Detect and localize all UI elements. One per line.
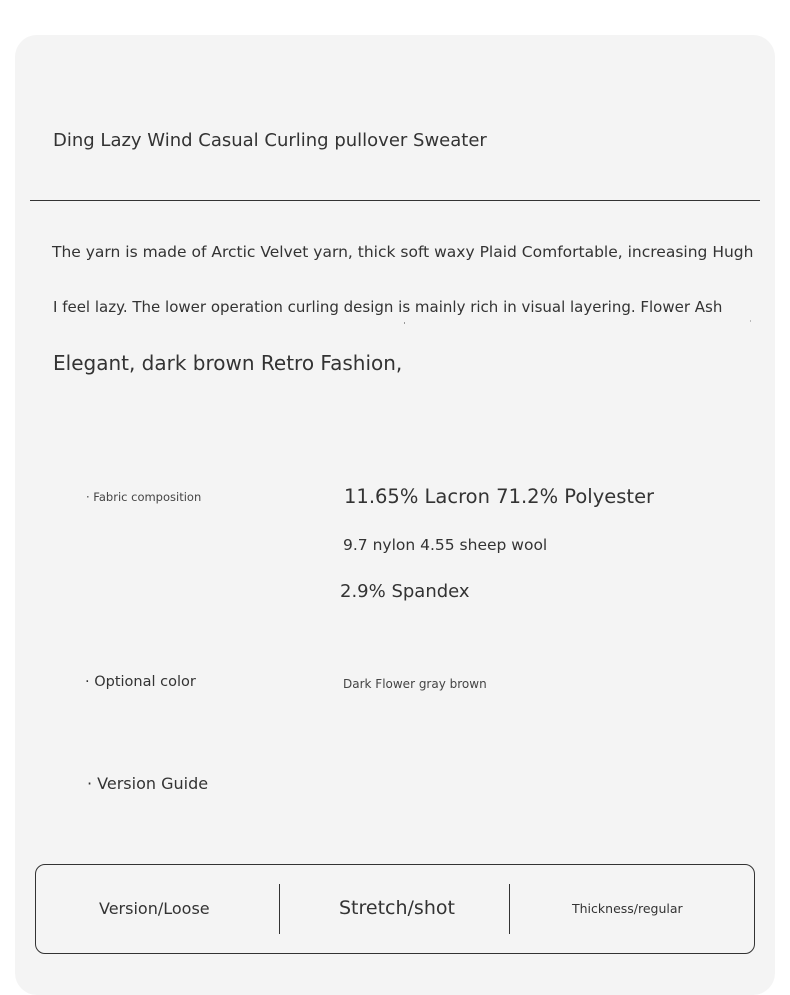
spec-version: Version/Loose <box>99 899 210 918</box>
product-tagline: Elegant, dark brown Retro Fashion, <box>53 351 403 375</box>
optional-color-value: Dark Flower gray brown <box>343 677 487 691</box>
description-line-2: I feel lazy. The lower operation curling design is mainly rich in visual layering. Flower Ash <box>53 298 723 316</box>
fabric-composition-line-1: 11.65% Lacron 71.2% Polyester <box>344 485 655 508</box>
version-guide-label: · Version Guide <box>87 774 209 793</box>
product-detail-card <box>15 35 775 995</box>
clip-artifact <box>750 320 751 322</box>
spec-separator <box>509 884 510 934</box>
fabric-composition-label: · Fabric composition <box>86 490 202 504</box>
product-title: Ding Lazy Wind Casual Curling pullover Sweater <box>53 130 487 151</box>
spec-thickness: Thickness/regular <box>572 901 683 916</box>
fabric-composition-line-2: 9.7 nylon 4.55 sheep wool <box>343 536 548 554</box>
description-clip-strip <box>30 317 760 325</box>
spec-stretch: Stretch/shot <box>339 897 455 919</box>
clip-artifact <box>404 322 405 324</box>
title-divider <box>30 200 760 201</box>
fabric-composition-line-3: 2.9% Spandex <box>340 581 470 602</box>
description-line-1: The yarn is made of Arctic Velvet yarn, thick soft waxy Plaid Comfortable, increasing Hugh <box>52 243 754 261</box>
spec-separator <box>279 884 280 934</box>
optional-color-label: · Optional color <box>85 674 196 690</box>
